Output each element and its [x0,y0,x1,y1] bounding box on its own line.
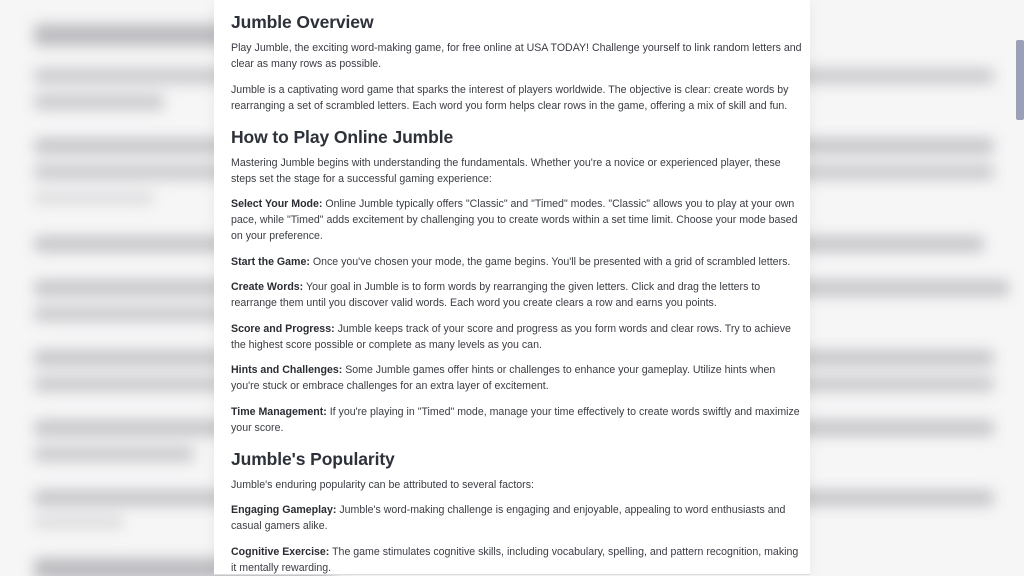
factor-cognitive-exercise: Cognitive Exercise: The game stimulates cognitive skills, including vocabulary, spelling, and pattern recognition, making it mentally rewarding. [231,545,799,574]
article-content [214,0,810,575]
step-score-progress: Score and Progress: Jumble keeps track of your score and progress as you form words and clear rows. Try to achieve the highest score possible or complete as many levels as you can. [231,322,791,351]
step-start-game: Start the Game: Once you've chosen your mode, the game begins. You'll be presented with a grid of scrambled letters. [231,255,791,268]
section-how-to-play [231,125,804,436]
paragraph: Mastering Jumble begins with understanding the fundamentals. Whether you're a novice or experienced player, these steps set the stage for a successful gaming experience: [231,156,781,185]
blurred-text-line [34,446,194,462]
blurred-text-line [34,192,154,204]
section-heading: Jumble Overview [231,12,374,32]
step-hints-challenges: Hints and Challenges: Some Jumble games offer hints or challenges to enhance your gameplay. Utilize hints when you're stuck or embrace challenges for an extra layer of excitement. [231,364,776,392]
section-heading: How to Play Online Jumble [231,126,454,147]
blurred-text-line [34,94,164,110]
step-create-words: Create Words: Your goal in Jumble is to form words by rearranging the given letters. Click and drag the letters to rearrange them until you discover valid words. Each word you create clears a row and earns you points. [231,281,761,309]
section-popularity [231,447,804,576]
article-panel [214,0,810,575]
step-time-management: Time Management: If you're playing in "Timed" mode, manage your time effectively to create words swiftly and maximize your score. [231,405,800,434]
paragraph: Play Jumble, the exciting word-making game, for free online at USA TODAY! Challenge yourself to link random letters and clear as many rows as possible. [231,42,802,70]
step-select-mode: Select Your Mode: Online Jumble typically offers "Classic" and "Timed" modes. "Classic" allows you to play at your own pace, while "Timed" adds excitement by challenging you to create words within a set time limit. Choose your mode based on your preference. [231,198,798,242]
step-label: Start the Game: [231,255,310,268]
section-heading: Jumble's Popularity [231,448,395,469]
step-label: Hints and Challenges: [231,364,343,376]
blurred-text-line [34,516,124,528]
section-jumble-overview [231,10,804,114]
step-label: Create Words: [231,281,304,293]
step-label: Time Management: [231,405,327,418]
paragraph: Jumble is a captivating word game that sparks the interest of players worldwide. The objective is clear: create words by rearranging a set of scrambled letters. Each word you form helps clear rows in the game, offering a mix of skill and fun. [231,83,789,112]
step-label: Select Your Mode: [231,198,323,210]
step-label: Score and Progress: [231,322,335,335]
edge-accent-bar [1016,40,1024,120]
factor-engaging-gameplay: Engaging Gameplay: Jumble's word-making challenge is engaging and enjoyable, appealing to word enthusiasts and casual gamers alike. [231,504,786,532]
factor-label: Cognitive Exercise: [231,545,330,558]
factor-label: Engaging Gameplay: [231,504,337,516]
paragraph: Jumble's enduring popularity can be attributed to several factors: [231,478,534,491]
